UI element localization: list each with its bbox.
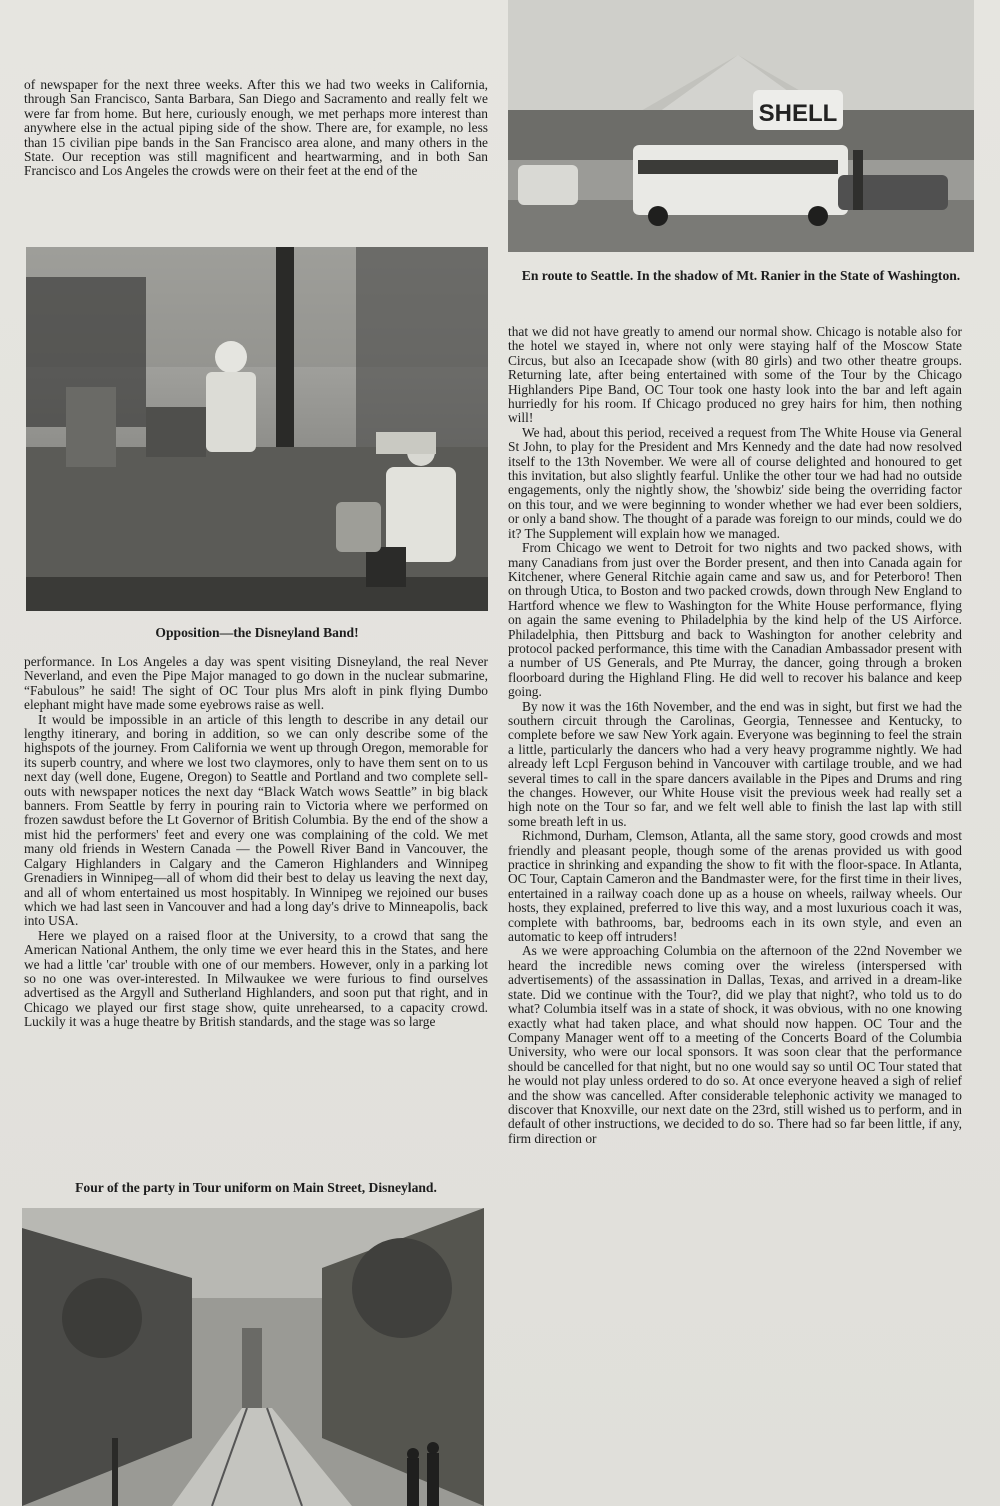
paragraph: From Chicago we went to Detroit for two nights and two packed shows, with many Canadians from just over the Border present, and then into Canada again for Kitchener, where General Ritchie again came and saw us, and for Peterboro! Then on through Utica, to Boston and two packed crowds, down through New England to Hartford whence we flew to Washington for the White House performance, flying on again the same evening to Philadelphia by the kind help of the US Airforce. Philadelphia, then Pittsburg and back to Washington for another celebrity and protocol packed performance, this time with the Canadian Ambassador present with a number of US Generals, and Pte Murray, the dancer, going through a broken floorboard during the Highland Fling. He did well to recover his balance and keep going.	[508, 540, 962, 700]
photo-seattle-shell	[508, 0, 974, 252]
paragraph: By now it was the 16th November, and the end was in sight, but first we had the southern circuit through the Carolinas, Georgia, Tennessee and Kentucky, to complete before we saw New York again. Everyone was beginning to feel the strain a little, particularly the dancers who had a very heavy programme nightly. We had already left Lcpl Ferguson behind in Vancouver with cartilage trouble, and we had several times to call in the spare dancers available in the Pipes and Drums and ring the changes. However, our White House visit the previous week had really set a high note on the Tour so far, and we felt well able to finish the last lap with still some breath left in us.	[508, 698, 962, 829]
caption-disneyland-band: Opposition—the Disneyland Band!	[155, 625, 359, 640]
paragraph: Richmond, Durham, Clemson, Atlanta, all the same story, good crowds and most friendly and pleasant people, though some of the arenas provided us with good practice in shrinking and expanding the show to fit with the floor-space. In Atlanta, OC Tour, Captain Cameron and the Bandmaster were, for the first time in their lives, entertained in a railway coach done up as a house on wheels, railway wheels. Our hosts, they explained, preferred to live this way, and a most luxurious coach it was, complete with bathrooms, bar, bedrooms each in its own style, and even an automatic to keep off intruders!	[508, 828, 962, 945]
paragraph: As we were approaching Columbia on the afternoon of the 22nd November we heard the incredible news coming over the wireless (interspersed with advertisements) of the assassination in Dallas, Texas, and arrived in a dream-like state. Did we continue with the Tour?, did we play that night?, who told us to do what? Columbia itself was in a state of shock, it was obvious, with no one knowing exactly what had taken place, and what should now happen. OC Tour and the Company Manager went off to a meeting of the Concerts Board of the Columbia University, who were our local sponsors. It was soon clear that the performance should be cancelled for that night, but no one would say so until OC Tour stated that he would not play unless ordered to do so. At once everyone heaved a sigh of relief and the show was cancelled. After considerable telephonic activity we managed to discover that Knoxville, our next date on the 23rd, still wished us to perform, and in default of other instructions, we decided to do so. There had so far been little, if any, firm direction or	[508, 943, 962, 1146]
shell-sign-text: SHELL	[758, 100, 838, 127]
caption-seattle: En route to Seattle. In the shadow of Mt. Ranier in the State of Washington.	[521, 268, 961, 283]
photo-disneyland-band	[26, 247, 488, 611]
caption-main-street: Four of the party in Tour uniform on Main Street, Disneyland.	[75, 1180, 437, 1195]
photo-main-street	[22, 1208, 484, 1506]
left-column-bottom-text	[24, 655, 488, 1030]
paragraph: that we did not have greatly to amend our normal show. Chicago is notable also for the hotel we stayed in, where not only were staying half of the Moscow State Circus, but also an Icecapade show (with 80 girls) and two other theatre groups. Returning late, after being entertained with some of the Tour by the Chicago Highlanders Pipe Band, OC Tour took one hasty look into the bar and left again hurriedly for his room. If Chicago produced no grey hairs for him, then nothing will!	[508, 324, 962, 426]
paragraph: of newspaper for the next three weeks. After this we had two weeks in California, through San Francisco, Santa Barbara, San Diego and Sacramento and really felt we were far from home. But here, curiously enough, we met perhaps more interest than anywhere else in the actual piping side of the show. There are, for example, no less than 15 civilian pipe bands in the San Francisco area alone, and many others in the State. Our reception was still magnificent and heartwarming, and in both San Francisco and Los Angeles the crowds were on their feet at the end of the	[24, 77, 488, 179]
paragraph: performance. In Los Angeles a day was spent visiting Disneyland, the real Never Neverland, and even the Pipe Major managed to go down in the nuclear submarine, “Fabulous” he said! The sight of OC Tour plus Mrs aloft in pink flying Dumbo elephant might have made some eyebrows raise as well.	[24, 654, 488, 713]
right-column-text	[508, 325, 962, 1146]
paragraph: It would be impossible in an article of this length to describe in any detail our lengthy itinerary, and boring in addition, so we can only describe some of the highspots of the journey. From California we went up through Oregon, memorable for its superb country, and where we lost two claymores, only to have them sent on to us next day (well done, Eugene, Oregon) to Seattle and Portland and two complete sell-outs with newspaper notices the next day “Black Watch wows Seattle” in big black banners. From Seattle by ferry in pouring rain to Victoria where we performed on frozen sawdust before the Lt Governor of British Columbia. By the end of the show a mist hid the performers' feet and every one was complaining of the cold. We met many old friends in Western Canada — the Powell River Band in Vancouver, the Calgary Highlanders in Calgary and the Cameron Highlanders and Winnipeg Grenadiers in Winnipeg—all of whom did their best to delay us leaving the next day, and all of whom entertained us most hospitably. In Winnipeg we rejoined our buses which we had last seen in Vancouver and had a long day's drive to Minneapolis, back into USA.	[24, 711, 488, 929]
paragraph: We had, about this period, received a request from The White House via General St John, to play for the President and Mrs Kennedy and the date had now resolved itself to the 13th November. We were all of course delighted and honoured to get this invitation, but also slightly fearful. Unlike the other tour we had had no outside engagements, only the nightly show, the 'showbiz' side being the overriding factor on this tour, and we were beginning to wonder whether we had ever been soldiers, or only a band show. The thought of a parade was foreign to our minds, could we do it? The Supplement will explain how we managed.	[508, 424, 962, 541]
left-column-top-text	[24, 78, 488, 179]
paragraph: Here we played on a raised floor at the University, to a crowd that sang the American National Anthem, the only time we ever heard this in the States, and here we had a little 'car' trouble with one of our members. However, only in a parking lot so no one was over-interested. In Milwaukee we were furious to find ourselves advertised as the Argyll and Sutherland Highlanders, and soon put that right, and in Chicago we played our first stage show, quite unrehearsed, to a capacity crowd. Luckily it was a huge theatre by British standards, and the stage was so large	[24, 927, 488, 1030]
